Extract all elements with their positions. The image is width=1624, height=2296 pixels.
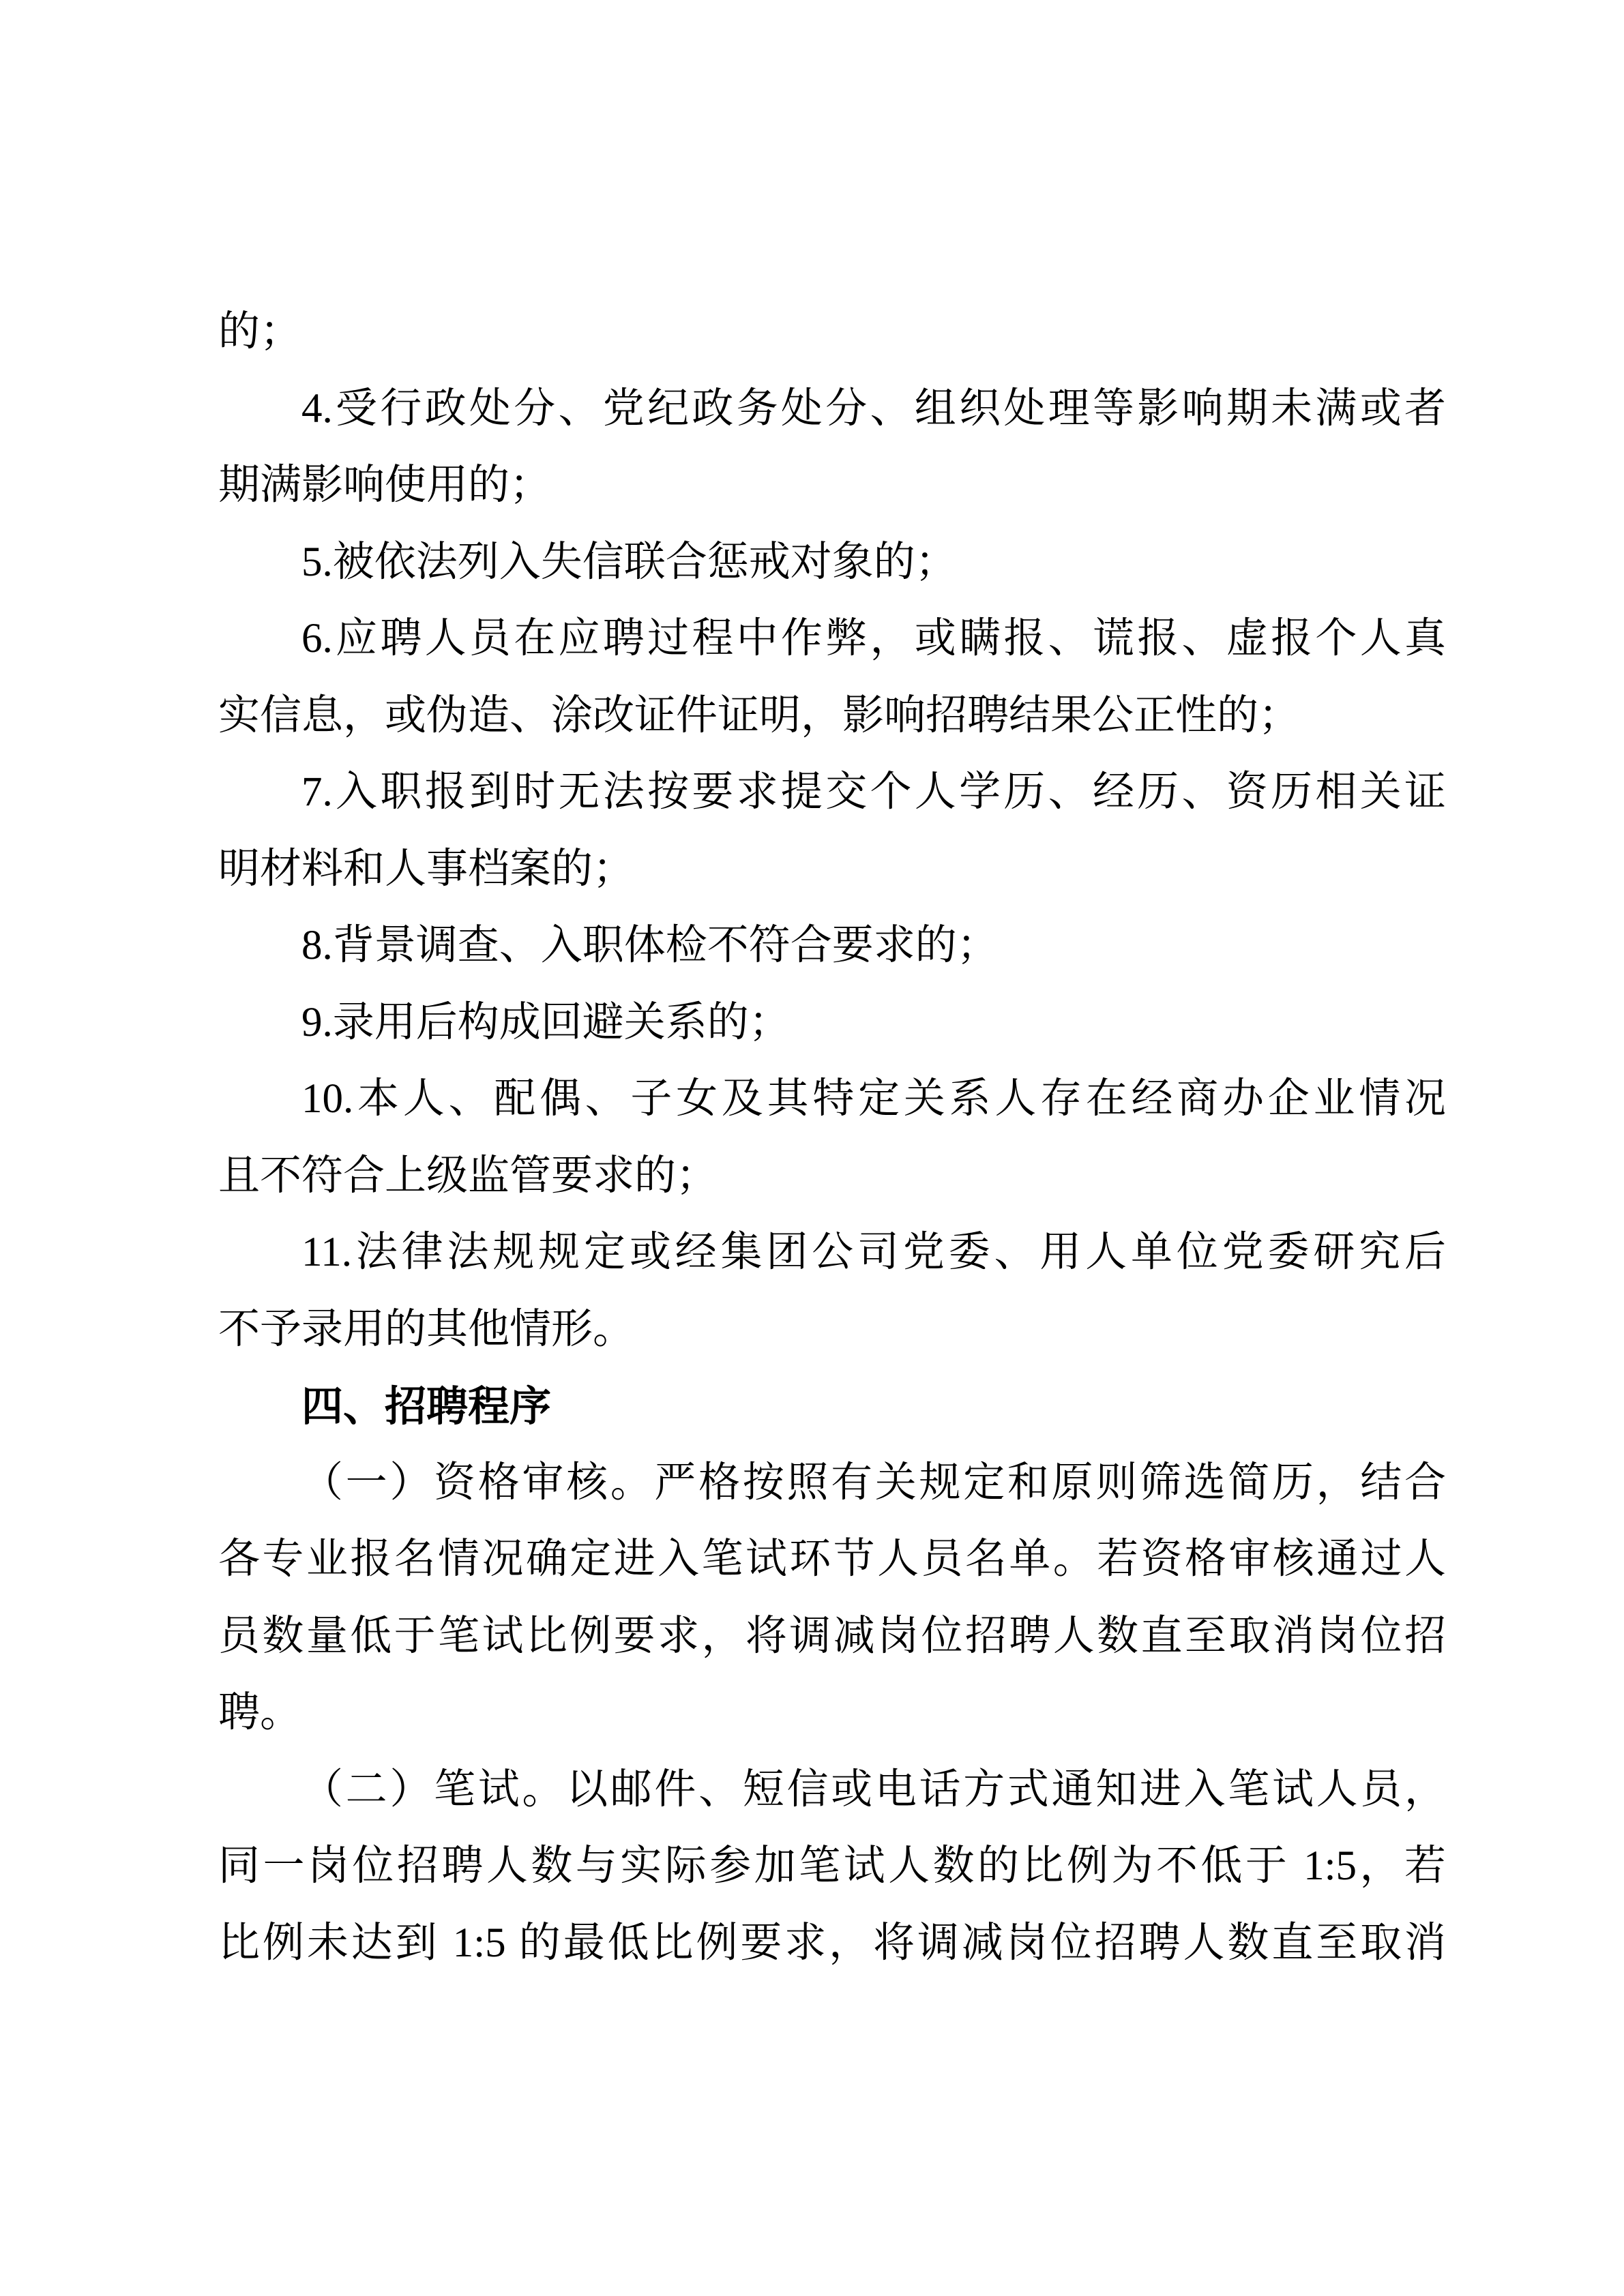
- text-line: 5.被依法列入失信联合惩戒对象的；: [301, 539, 957, 585]
- text-line: （一）资格审核。严格按照有关规定和原则筛选简历，结合: [301, 1459, 1446, 1506]
- text-line: 不予录用的其他情形。: [218, 1306, 635, 1352]
- document-text-block: [218, 294, 1446, 1982]
- text-line: 聘。: [218, 1690, 302, 1735]
- text-line: 明材料和人事档案的；: [218, 846, 635, 892]
- text-line: 各专业报名情况确定进入笔试环节人员名单。若资格审核通过人: [218, 1536, 1446, 1582]
- text-line: 10.本人、配偶、子女及其特定关系人存在经商办企业情况: [301, 1076, 1446, 1122]
- text-line: 9.录用后构成回避关系的；: [301, 999, 791, 1045]
- section-heading: 四、招聘程序: [301, 1383, 552, 1429]
- text-line: 实信息，或伪造、涂改证件证明，影响招聘结果公正性的；: [218, 692, 1301, 739]
- text-line: 同一岗位招聘人数与实际参加笔试人数的比例为不低于 1:5，若: [218, 1843, 1446, 1889]
- text-line: 且不符合上级监管要求的；: [218, 1152, 718, 1199]
- text-line: （二）笔试。以邮件、短信或电话方式通知进入笔试人员，: [301, 1766, 1446, 1813]
- text-line: 期满影响使用的；: [218, 462, 552, 508]
- text-line: 7.入职报到时无法按要求提交个人学历、经历、资历相关证: [301, 769, 1446, 815]
- text-line: 6.应聘人员在应聘过程中作弊，或瞒报、谎报、虚报个人真: [301, 616, 1446, 661]
- text-line: 的；: [218, 309, 302, 355]
- text-line: 8.背景调查、入职体检不符合要求的；: [301, 923, 999, 968]
- text-line: 4.受行政处分、党纪政务处分、组织处理等影响期未满或者: [301, 385, 1446, 432]
- text-line: 员数量低于笔试比例要求，将调减岗位招聘人数直至取消岗位招: [218, 1613, 1446, 1659]
- text-line: 11.法律法规规定或经集团公司党委、用人单位党委研究后: [301, 1229, 1446, 1275]
- text-line: 比例未达到 1:5 的最低比例要求，将调减岗位招聘人数直至取消: [218, 1920, 1446, 1966]
